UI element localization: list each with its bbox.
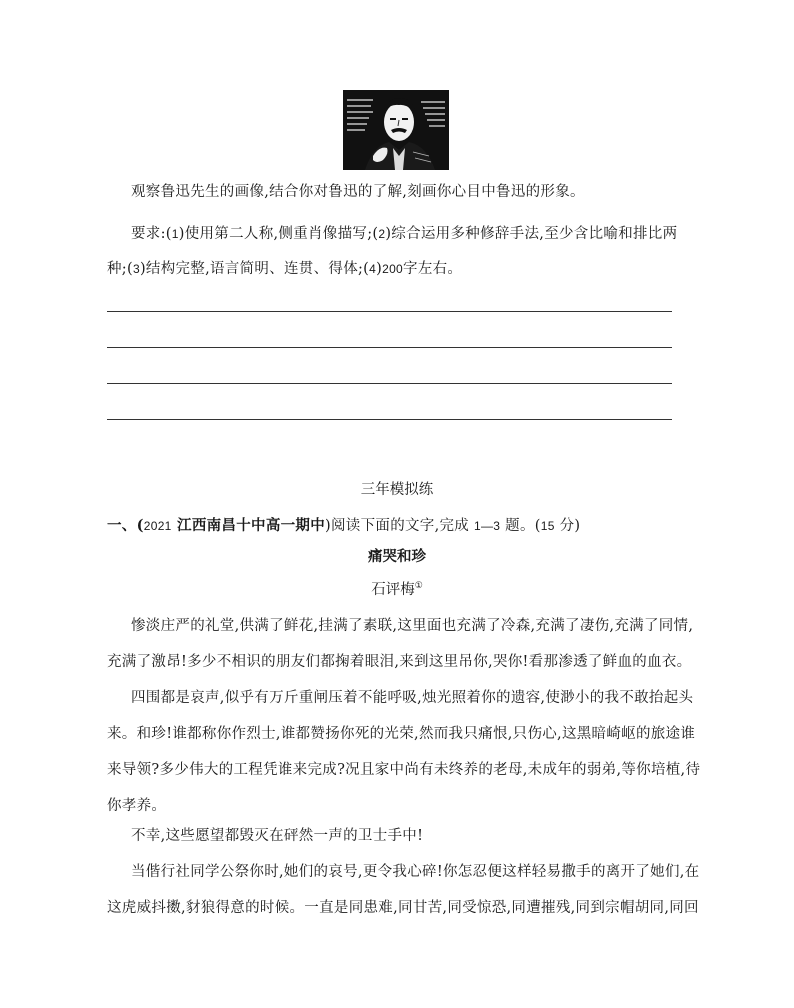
article-line: 这虎威抖擞,豺狼得意的时候。一直是同患难,同甘苦,同受惊恐,同遭摧残,同到宗帽胡同,同回 <box>107 900 699 916</box>
footnote-mark: ① <box>414 581 423 592</box>
req-text: )使用第二人称,侧重肖像描写;( <box>178 226 379 242</box>
req-text: )综合运用多种修辞手法,至少含比喻和排比两 <box>385 226 678 242</box>
article-line: 来。和珍!谁都称你作烈士,谁都赞扬你死的光荣,然而我只痛恨,只伤心,这黑暗崎岖的旅途谁 <box>107 726 696 742</box>
answer-line[interactable] <box>107 383 672 384</box>
article-line: 你孝养。 <box>107 798 167 814</box>
req-number: 3 <box>132 262 140 276</box>
article-line: 不幸,这些愿望都毁灭在砰然一声的卫士手中! <box>131 828 424 844</box>
answer-line[interactable] <box>107 419 672 420</box>
task-requirements-line-2 <box>107 259 462 279</box>
article-line: 来导领?多少伟大的工程凭谁来完成?况且家中尚有未终养的老母,未成年的弱弟,等你培植,待 <box>107 762 701 778</box>
answer-line[interactable] <box>107 347 672 348</box>
req-number: 200 <box>382 262 404 276</box>
article-author: 石评梅 <box>371 582 415 598</box>
req-text: 种;( <box>107 261 133 277</box>
req-text: ) <box>376 261 383 277</box>
question-after-range: 题。( <box>500 518 541 534</box>
task-prompt: 观察鲁迅先生的画像,结合你对鲁迅的了解,刻画你心目中鲁迅的形象。 <box>131 184 585 200</box>
question-prefix: 一、( <box>107 517 144 534</box>
question-source: 江西南昌十中高一期中 <box>171 517 326 534</box>
task-requirements-line-1 <box>131 224 677 244</box>
article-author-line <box>0 580 794 600</box>
article-line: 充满了激昂!多少不相识的朋友们都掬着眼泪,来到这里吊你,哭你!看那渗透了鲜血的血衣。 <box>107 654 692 670</box>
question-heading <box>107 516 580 536</box>
article-line: 惨淡庄严的礼堂,供满了鲜花,挂满了素联,这里面也充满了冷森,充满了凄伤,充满了同情, <box>131 618 694 634</box>
article-title: 痛哭和珍 <box>368 548 426 565</box>
req-number: 1 <box>171 227 179 241</box>
req-text: 字左右。 <box>403 261 463 277</box>
req-text: )结构完整,语言简明、连贯、得体;( <box>139 261 370 277</box>
lu-xun-woodcut-portrait-icon <box>343 90 449 170</box>
answer-line[interactable] <box>107 311 672 312</box>
section-title: 三年模拟练 <box>360 482 434 498</box>
req-number: 2 <box>378 227 386 241</box>
question-range: 1—3 <box>474 519 501 533</box>
question-score: 15 <box>540 519 555 533</box>
portrait-image <box>343 90 449 170</box>
req-number: 4 <box>369 262 377 276</box>
req-text: 要求:( <box>131 226 172 242</box>
question-year: 2021 <box>143 519 172 533</box>
article-line: 四围都是哀声,似乎有万斤重闸压着不能呼吸,烛光照着你的遗容,使渺小的我不敢抬起头 <box>131 690 694 706</box>
question-end: 分) <box>554 518 581 534</box>
article-line: 当偕行社同学公祭你时,她们的哀号,更令我心碎!你怎忍便这样轻易撒手的离开了她们,在 <box>131 864 700 880</box>
question-mid: )阅读下面的文字,完成 <box>325 518 475 534</box>
